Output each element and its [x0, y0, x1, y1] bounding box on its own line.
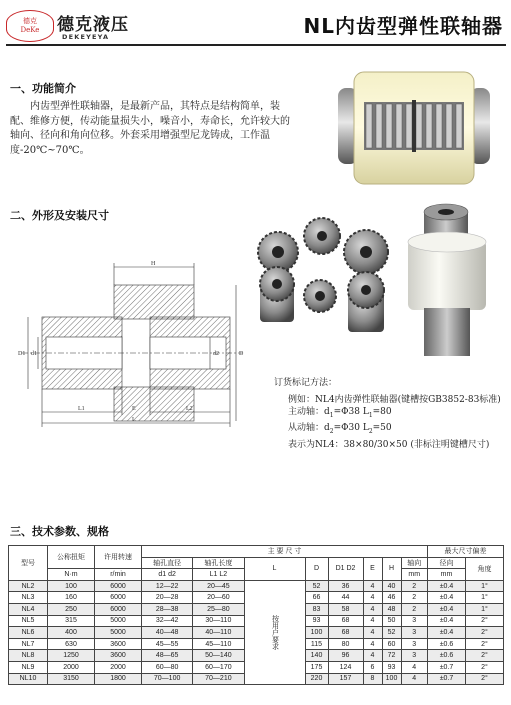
- table-cell: 4: [363, 615, 382, 627]
- order-spec-result: 表示为NL4：38×80/30×50 (非标注明键槽尺寸): [288, 439, 490, 450]
- table-cell: 3: [401, 627, 428, 639]
- order-spec-driving-c: =80: [372, 407, 392, 417]
- th-h: H: [382, 557, 401, 580]
- drawing-label-d2: d2: [213, 351, 219, 357]
- th-radial-unit: mm: [428, 569, 466, 581]
- order-spec-driving-sub2: 1: [368, 411, 373, 419]
- table-cell: 2°: [465, 673, 503, 685]
- table-cell: NL3: [9, 592, 48, 604]
- table-cell: 30—110: [193, 615, 244, 627]
- logo-text-en: DeKe: [20, 26, 40, 34]
- table-cell: NL8: [9, 650, 48, 662]
- table-cell: 93: [382, 661, 401, 673]
- table-cell: 5000: [95, 627, 142, 639]
- table-cell: 160: [48, 592, 95, 604]
- table-cell: 93: [305, 615, 328, 627]
- drawing-label-e: E: [132, 406, 136, 412]
- table-cell: 1°: [465, 592, 503, 604]
- table-cell: NL5: [9, 615, 48, 627]
- section-heading-specs: 三、技术参数、规格: [10, 525, 109, 538]
- order-spec-driving-shaft: [274, 406, 501, 422]
- th-radial: 径向: [428, 557, 466, 569]
- table-cell: 50—140: [193, 650, 244, 662]
- table-cell: 20—60: [193, 592, 244, 604]
- drawing-label-d: D: [239, 351, 244, 357]
- table-cell: 140: [305, 650, 328, 662]
- th-e: E: [363, 557, 382, 580]
- brand-logo: [6, 10, 54, 42]
- th-length: 轴孔长度: [193, 557, 244, 569]
- th-main-dims: 主 要 尺 寸: [142, 546, 428, 558]
- table-cell: 68: [328, 627, 363, 639]
- table-cell: NL10: [9, 673, 48, 685]
- section-heading-function: 一、功能简介: [10, 82, 76, 95]
- th-torque: 公称扭矩: [48, 546, 95, 569]
- gear-hubs-photo: [250, 214, 398, 340]
- table-cell: 6: [363, 661, 382, 673]
- table-cell: 40: [382, 580, 401, 592]
- table-cell: 400: [48, 627, 95, 639]
- table-cell: 96: [328, 650, 363, 662]
- table-cell: 5000: [95, 615, 142, 627]
- table-cell: 68: [328, 615, 363, 627]
- table-cell: 52: [305, 580, 328, 592]
- table-cell: 58: [328, 603, 363, 615]
- order-spec-driving-b: =Φ38 L: [333, 407, 369, 417]
- brand-name-en: DEKEYEYA: [62, 33, 110, 41]
- table-cell: 48—65: [142, 650, 193, 662]
- table-cell: 3150: [48, 673, 95, 685]
- th-angle: 角度: [465, 557, 503, 580]
- nylon-sleeve-photo: [398, 200, 502, 360]
- table-cell: 48: [382, 603, 401, 615]
- table-cell: 100: [305, 627, 328, 639]
- table-cell: 8: [363, 673, 382, 685]
- table-cell: 6000: [95, 592, 142, 604]
- table-cell: 1800: [95, 673, 142, 685]
- table-cell: 2000: [95, 661, 142, 673]
- table-cell: 220: [305, 673, 328, 685]
- table-cell: 46: [382, 592, 401, 604]
- table-cell: NL2: [9, 580, 48, 592]
- table-cell: 25—80: [193, 603, 244, 615]
- table-cell: 2: [401, 603, 428, 615]
- table-cell: 45—110: [193, 638, 244, 650]
- table-cell: 250: [48, 603, 95, 615]
- order-spec-driven-sub2: 2: [368, 428, 373, 436]
- table-cell: 6000: [95, 580, 142, 592]
- order-spec-driven-b: =Φ30 L: [333, 423, 369, 434]
- table-cell: 3600: [95, 638, 142, 650]
- table-cell: 4: [401, 661, 428, 673]
- order-spec-driven-shaft: [274, 422, 501, 438]
- table-cell: ±0.4: [428, 592, 466, 604]
- table-row: [9, 580, 504, 592]
- order-spec-example: 例如：NL4内齿弹性联轴器(键槽按GB3852-83标准): [288, 394, 501, 405]
- table-cell: 66: [305, 592, 328, 604]
- table-cell: 45—55: [142, 638, 193, 650]
- order-spec-driven-a: 从动轴：d: [288, 423, 330, 434]
- th-d: D: [305, 557, 328, 580]
- table-cell: 4: [401, 673, 428, 685]
- table-cell: 1°: [465, 580, 503, 592]
- table-cell: NL4: [9, 603, 48, 615]
- table-cell: 60: [382, 638, 401, 650]
- table-cell: 28—38: [142, 603, 193, 615]
- drawing-label-l: L: [132, 417, 136, 423]
- table-cell: 2°: [465, 615, 503, 627]
- order-spec-driven-sub1: 2: [329, 428, 334, 436]
- th-max-dev: 最大尺寸偏差: [428, 546, 504, 558]
- page-title: NL内齿型弹性联轴器: [303, 14, 503, 38]
- logo-text-cn: 德克: [23, 17, 37, 25]
- table-cell: NL7: [9, 638, 48, 650]
- table-cell: 4: [363, 638, 382, 650]
- th-bore-sub: d1 d2: [142, 569, 193, 581]
- table-cell: 1250: [48, 650, 95, 662]
- table-cell: 315: [48, 615, 95, 627]
- table-cell: 2000: [48, 661, 95, 673]
- drawing-label-l2: L2: [186, 406, 193, 412]
- spec-table: [8, 545, 504, 685]
- table-cell: 2: [401, 580, 428, 592]
- drawing-label-d1-outer: D1: [18, 351, 26, 357]
- table-cell: ±0.4: [428, 627, 466, 639]
- table-cell: ±0.6: [428, 650, 466, 662]
- order-spec-driving-sub1: 1: [329, 411, 334, 419]
- th-model: 型号: [9, 546, 48, 581]
- table-cell: ±0.4: [428, 603, 466, 615]
- dimension-drawing: [10, 255, 250, 430]
- table-cell: 4: [363, 603, 382, 615]
- table-cell: 32—42: [142, 615, 193, 627]
- table-cell: ±0.6: [428, 638, 466, 650]
- drawing-label-d1: d1: [31, 351, 37, 357]
- function-description: 内齿型弹性联轴器，是最新产品，其特点是结构简单，装配、维修方便，传动能量损失小，噪音小，寿命长，允许较大的轴向、径向和角向位移。外套采用增强型尼龙铸成，工作温度-20℃~70℃。: [10, 101, 290, 156]
- table-cell: 2: [401, 592, 428, 604]
- table-cell: 4: [363, 627, 382, 639]
- table-cell: 124: [328, 661, 363, 673]
- order-spec-driving-a: 主动轴：d: [288, 407, 330, 417]
- table-cell: 2°: [465, 638, 503, 650]
- table-cell: 44: [328, 592, 363, 604]
- table-cell: 70—210: [193, 673, 244, 685]
- th-axial-unit: mm: [401, 569, 428, 581]
- table-cell: 50: [382, 615, 401, 627]
- table-cell: 36: [328, 580, 363, 592]
- drawing-label-h: H: [151, 261, 156, 267]
- table-cell: 115: [305, 638, 328, 650]
- table-cell: ±0.7: [428, 661, 466, 673]
- table-cell: ±0.4: [428, 580, 466, 592]
- table-cell: 20—28: [142, 592, 193, 604]
- table-cell: 83: [305, 603, 328, 615]
- table-cell: 1°: [465, 603, 503, 615]
- table-cell: ±0.7: [428, 673, 466, 685]
- table-cell: 4: [363, 580, 382, 592]
- brand-name-cn: 德克液压: [57, 15, 129, 35]
- l-note-cell: 按用户要求: [244, 580, 305, 684]
- th-l: L: [244, 557, 305, 580]
- drawing-label-l1: L1: [78, 406, 85, 412]
- table-cell: 80: [328, 638, 363, 650]
- table-cell: 630: [48, 638, 95, 650]
- th-speed-unit: r/min: [95, 569, 142, 581]
- th-torque-unit: N·m: [48, 569, 95, 581]
- table-cell: 2°: [465, 627, 503, 639]
- table-cell: 100: [48, 580, 95, 592]
- table-cell: 3: [401, 638, 428, 650]
- table-cell: 175: [305, 661, 328, 673]
- section-heading-dimensions: 二、外形及安装尺寸: [10, 209, 109, 222]
- table-cell: ±0.4: [428, 615, 466, 627]
- table-cell: 6000: [95, 603, 142, 615]
- th-axial: 轴向: [401, 557, 428, 569]
- table-cell: 60—170: [193, 661, 244, 673]
- th-length-sub: L1 L2: [193, 569, 244, 581]
- header-divider: [6, 44, 506, 46]
- table-cell: NL6: [9, 627, 48, 639]
- order-spec: [274, 377, 501, 451]
- table-cell: 12—22: [142, 580, 193, 592]
- table-cell: 52: [382, 627, 401, 639]
- order-spec-driven-c: =50: [372, 423, 392, 434]
- table-cell: 72: [382, 650, 401, 662]
- table-cell: NL9: [9, 661, 48, 673]
- table-cell: 3: [401, 650, 428, 662]
- table-cell: 70—100: [142, 673, 193, 685]
- coupling-assembled-photo: [336, 64, 492, 194]
- table-cell: 4: [363, 650, 382, 662]
- order-spec-title: 订货标记方法：: [274, 378, 338, 388]
- table-cell: 60—80: [142, 661, 193, 673]
- table-cell: 40—110: [193, 627, 244, 639]
- table-cell: 3: [401, 615, 428, 627]
- table-cell: 2°: [465, 650, 503, 662]
- table-cell: 4: [363, 592, 382, 604]
- th-d1d2: D1 D2: [328, 557, 363, 580]
- table-cell: 2°: [465, 661, 503, 673]
- table-cell: 40—48: [142, 627, 193, 639]
- table-cell: 20—45: [193, 580, 244, 592]
- table-cell: 100: [382, 673, 401, 685]
- table-cell: 3600: [95, 650, 142, 662]
- table-cell: 157: [328, 673, 363, 685]
- th-speed: 许用转速: [95, 546, 142, 569]
- th-bore: 轴孔直径: [142, 557, 193, 569]
